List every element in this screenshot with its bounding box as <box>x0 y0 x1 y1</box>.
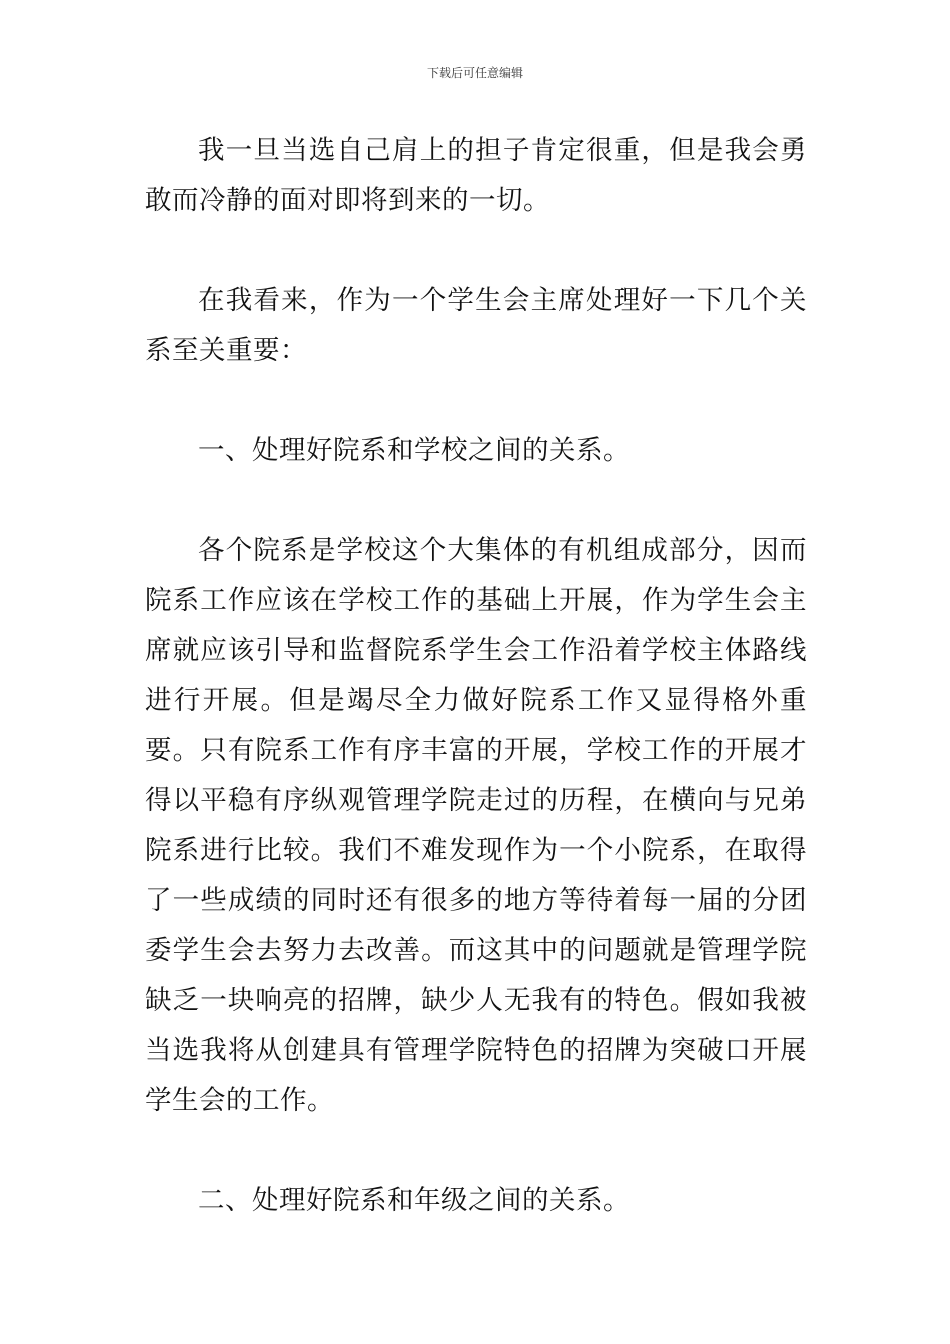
section-heading-two: 二、处理好院系和年级之间的关系。 <box>198 1185 630 1216</box>
paragraph-relationships-intro: 在我看来，作为一个学生会主席处理好一下几个关系至关重要： <box>145 285 807 366</box>
section-heading-one: 一、处理好院系和学校之间的关系。 <box>198 435 630 466</box>
page-header-note: 下载后可任意编辑 <box>426 66 523 80</box>
document-body <box>145 126 807 1276</box>
paragraph-department-school: 各个院系是学校这个大集体的有机组成部分，因而院系工作应该在学校工作的基础上开展，作为学生会主席就应该引导和监督院系学生会工作沿着学校主体路线进行开展。但是竭尽全力做好院系工作又显得格外重要。只有院系工作有序丰富的开展，学校工作的开展才得以平稳有序纵观管理学院走过的历程，在横向与兄弟院系进行比较。我们不难发现作为一个小院系，在取得了一些成绩的同时还有很多的地方等待着每一届的分团委学生会去努力去改善。而这其中的问题就是管理学院缺乏一块响亮的招牌，缺少人无我有的特色。假如我被当选我将从创建具有管理学院特色的招牌为突破口开展学生会的工作。 <box>145 535 807 1116</box>
paragraph-commitment: 我一旦当选自己肩上的担子肯定很重，但是我会勇敢而冷静的面对即将到来的一切。 <box>145 135 807 216</box>
